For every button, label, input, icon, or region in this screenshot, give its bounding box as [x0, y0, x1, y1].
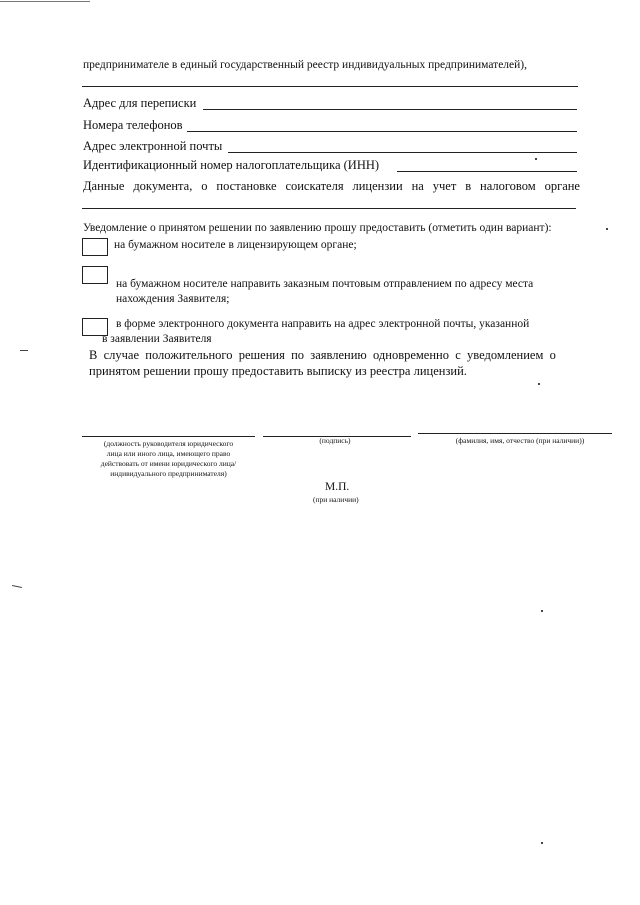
continuation-underline: [82, 86, 578, 87]
address-field[interactable]: [203, 109, 577, 110]
option-paper-by-mail-checkbox[interactable]: [82, 266, 108, 284]
option-paper-in-office-checkbox[interactable]: [82, 238, 108, 256]
tax-registration-field[interactable]: [82, 208, 576, 209]
position-signature-line[interactable]: [82, 436, 255, 437]
tax-word: в: [465, 179, 472, 193]
stamp-label: М.П.: [325, 481, 350, 493]
tax-word: налоговом: [480, 179, 536, 193]
address-label: Адрес для переписки: [83, 96, 197, 110]
option-electronic-label-line2: в заявлении Заявителя: [102, 333, 212, 345]
tax-word: документа,: [133, 179, 193, 193]
document-continuation-line: предпринимателе в единый государственный реестр индивидуальных предпринимателей),: [83, 59, 528, 71]
scan-edge: [0, 1, 90, 2]
email-label: Адрес электронной почты: [83, 139, 223, 153]
scan-speck: [541, 610, 543, 612]
tax-word: о: [201, 179, 208, 193]
scan-speck: [535, 158, 537, 160]
option-paper-by-mail-label-line1: на бумажном носителе направить заказным почтовым отправлением по адресу места: [116, 278, 534, 290]
tax-registration-label: [83, 179, 580, 194]
phones-field[interactable]: [187, 131, 577, 132]
scan-speck: [20, 350, 28, 351]
scan-speck: [541, 842, 543, 844]
option-paper-in-office-label: на бумажном носителе в лицензирующем органе;: [114, 239, 357, 251]
phones-label: Номера телефонов: [83, 118, 183, 132]
tax-word: постановке: [216, 179, 277, 193]
position-caption: [82, 439, 255, 479]
option-electronic-label-line1: в форме электронного документа направить на адрес электронной почты, указанной: [116, 318, 530, 330]
full-name-line[interactable]: [418, 433, 612, 434]
notice-heading: Уведомление о принятом решении по заявлению прошу предоставить (отметить один вариант):: [83, 222, 552, 234]
email-field[interactable]: [228, 152, 577, 153]
tax-word: Данные: [83, 179, 125, 193]
signature-caption: (подпись): [319, 436, 351, 445]
position-caption-line: (должность руководителя юридического: [103, 439, 234, 448]
scan-speck: [12, 585, 22, 588]
stamp-caption: (при наличии): [313, 495, 359, 504]
tax-word: соискателя: [285, 179, 344, 193]
inn-label: Идентификационный номер налогоплательщика (ИНН): [83, 158, 380, 172]
position-caption-line: индивидуального предпринимателя): [110, 469, 227, 478]
full-name-caption: (фамилия, имя, отчество (при наличии)): [455, 436, 585, 445]
tax-word: учет: [432, 179, 457, 193]
scan-speck: [538, 383, 540, 385]
inn-field[interactable]: [397, 171, 577, 172]
positive-decision-line1: В случае положительного решения по заявлению одновременно с уведомлением о: [89, 348, 556, 362]
position-caption-line: действовать от имени юридического лица/: [100, 459, 237, 468]
tax-word: на: [411, 179, 424, 193]
scan-speck: [606, 228, 608, 230]
option-paper-by-mail-label-line2: нахождения Заявителя;: [116, 293, 230, 305]
tax-word: органе: [544, 179, 580, 193]
position-caption-line: лица или иного лица, имеющего право: [106, 449, 231, 458]
positive-decision-line2: принятом решении прошу предоставить выписку из реестра лицензий.: [89, 364, 467, 378]
tax-word: лицензии: [352, 179, 403, 193]
